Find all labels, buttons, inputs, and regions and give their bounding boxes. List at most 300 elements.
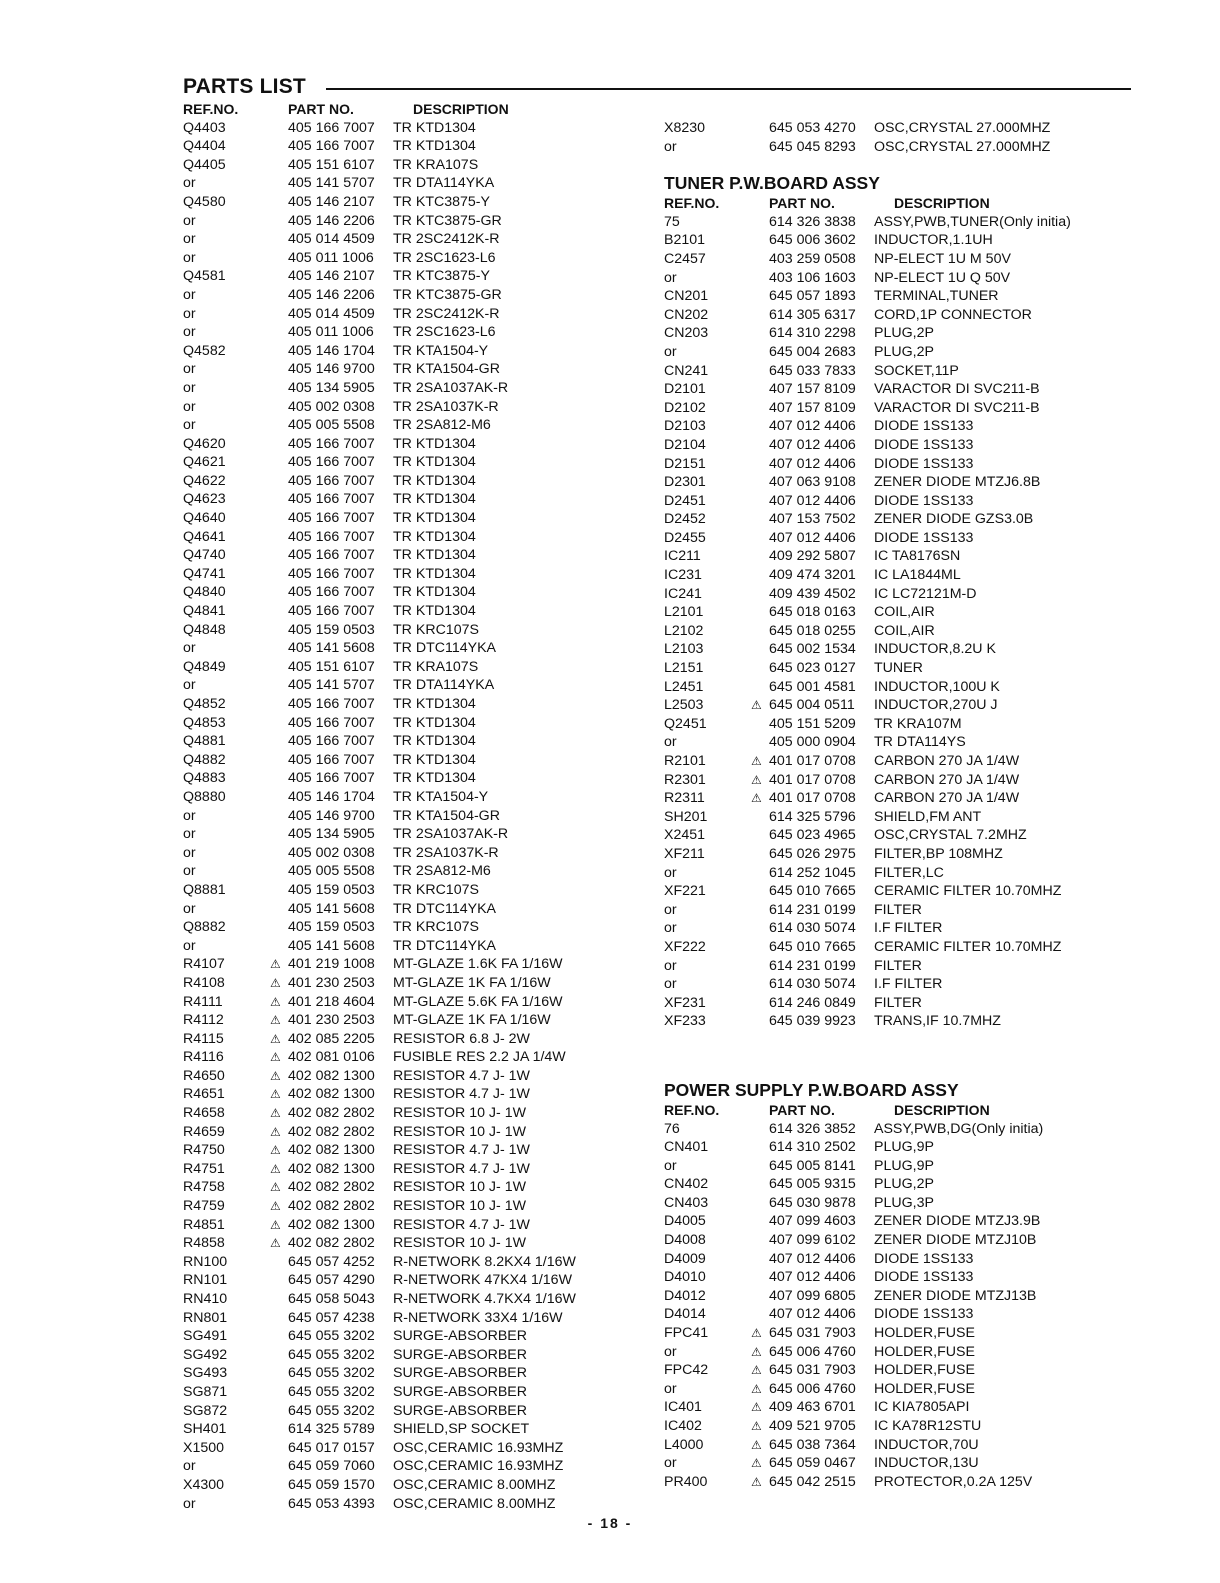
part-no-text: 401 017 0708 bbox=[769, 771, 856, 788]
parts-row bbox=[664, 622, 1104, 641]
ref-no: R4650 bbox=[183, 1067, 225, 1084]
description: INDUCTOR,8.2U K bbox=[874, 641, 996, 658]
parts-row bbox=[183, 918, 623, 937]
ref-no: R4858 bbox=[183, 1235, 225, 1252]
safety-warning-icon: ⚠ bbox=[270, 975, 281, 990]
part-no bbox=[751, 1417, 856, 1436]
part-no-text: 407 099 6805 bbox=[769, 1287, 856, 1304]
ref-no: Q4840 bbox=[183, 584, 226, 601]
part-no-text: 645 033 7833 bbox=[769, 362, 856, 379]
parts-row bbox=[183, 732, 623, 751]
parts-row bbox=[664, 455, 1104, 474]
part-no bbox=[769, 1305, 856, 1324]
description: RESISTOR 10 J- 1W bbox=[393, 1198, 526, 1215]
part-no-text: 402 082 2802 bbox=[288, 1235, 375, 1252]
parts-row bbox=[183, 453, 623, 472]
part-no bbox=[270, 974, 375, 993]
part-no bbox=[288, 807, 375, 826]
parts-row bbox=[183, 1476, 623, 1495]
ref-no: CN203 bbox=[664, 325, 709, 342]
part-no-text: 405 166 7007 bbox=[288, 435, 375, 452]
part-no-text: 405 146 1704 bbox=[288, 342, 375, 359]
parts-row bbox=[183, 1309, 623, 1328]
safety-warning-icon: ⚠ bbox=[270, 957, 281, 972]
safety-warning-icon: ⚠ bbox=[270, 1236, 281, 1251]
part-no bbox=[288, 1364, 375, 1383]
safety-warning-icon: ⚠ bbox=[751, 791, 762, 806]
ref-no: RN801 bbox=[183, 1309, 228, 1326]
part-no bbox=[270, 1030, 375, 1049]
safety-warning-icon: ⚠ bbox=[270, 994, 281, 1009]
part-no-text: 407 157 8109 bbox=[769, 399, 856, 416]
parts-row bbox=[664, 380, 1104, 399]
parts-row bbox=[664, 1380, 1104, 1399]
part-no bbox=[288, 528, 375, 547]
part-no bbox=[769, 864, 856, 883]
part-no bbox=[769, 231, 856, 250]
page-number: - 18 - bbox=[587, 1515, 633, 1531]
ref-no: D2101 bbox=[664, 381, 706, 398]
ref-no: R4658 bbox=[183, 1105, 225, 1122]
ref-no: CN201 bbox=[664, 288, 709, 305]
parts-row bbox=[664, 603, 1104, 622]
part-no bbox=[751, 1343, 856, 1362]
description: HOLDER,FUSE bbox=[874, 1362, 975, 1379]
description: INDUCTOR,13U bbox=[874, 1455, 979, 1472]
description: TR 2SA1037K-R bbox=[393, 398, 499, 415]
parts-row bbox=[183, 398, 623, 417]
description: MT-GLAZE 5.6K FA 1/16W bbox=[393, 993, 563, 1010]
part-no-text: 402 082 2802 bbox=[288, 1123, 375, 1140]
description: PLUG,9P bbox=[874, 1139, 934, 1156]
ref-no: Q4620 bbox=[183, 435, 226, 452]
description: DIODE 1SS133 bbox=[874, 1306, 974, 1323]
part-no bbox=[288, 193, 375, 212]
parts-row bbox=[183, 323, 623, 342]
ref-no: Q4623 bbox=[183, 491, 226, 508]
description-header: DESCRIPTION bbox=[413, 101, 509, 117]
description: ZENER DIODE MTZJ6.8B bbox=[874, 474, 1041, 491]
part-no-text: 405 141 5608 bbox=[288, 937, 375, 954]
description: TR 2SC2412K-R bbox=[393, 231, 500, 248]
ref-no: D2104 bbox=[664, 436, 706, 453]
parts-row bbox=[183, 565, 623, 584]
description: HOLDER,FUSE bbox=[874, 1380, 975, 1397]
ref-no: FPC42 bbox=[664, 1362, 709, 1379]
part-no-text: 614 030 5074 bbox=[769, 976, 856, 993]
ref-no: Q4621 bbox=[183, 454, 226, 471]
part-no bbox=[769, 1120, 856, 1139]
description: DIODE 1SS133 bbox=[874, 1250, 974, 1267]
description: FILTER bbox=[874, 957, 922, 974]
parts-row bbox=[664, 1454, 1104, 1473]
part-no bbox=[288, 435, 375, 454]
description: HOLDER,FUSE bbox=[874, 1343, 975, 1360]
part-no bbox=[769, 119, 856, 138]
safety-warning-icon: ⚠ bbox=[270, 1087, 281, 1102]
parts-row bbox=[664, 957, 1104, 976]
parts-row bbox=[664, 417, 1104, 436]
part-no-text: 645 017 0157 bbox=[288, 1439, 375, 1456]
safety-warning-icon: ⚠ bbox=[270, 1013, 281, 1028]
ref-no: Q4882 bbox=[183, 751, 226, 768]
part-no bbox=[769, 473, 856, 492]
parts-row bbox=[664, 1012, 1104, 1031]
ref-no: R4111 bbox=[183, 993, 223, 1010]
ref-no: D2455 bbox=[664, 529, 706, 546]
ref-no: Q4641 bbox=[183, 528, 226, 545]
part-no bbox=[769, 399, 856, 418]
parts-row bbox=[664, 324, 1104, 343]
part-no bbox=[288, 398, 375, 417]
parts-row bbox=[664, 1343, 1104, 1362]
parts-row bbox=[183, 1495, 623, 1514]
title-rule bbox=[326, 88, 1131, 90]
part-no bbox=[288, 881, 375, 900]
description: RESISTOR 10 J- 1W bbox=[393, 1235, 526, 1252]
part-no-text: 645 053 4270 bbox=[769, 120, 856, 136]
ref-no: D4010 bbox=[664, 1269, 706, 1286]
part-no-text: 614 252 1045 bbox=[769, 864, 856, 881]
part-no-text: 645 010 7665 bbox=[769, 938, 856, 955]
parts-row bbox=[183, 1327, 623, 1346]
part-no bbox=[288, 695, 375, 714]
part-no bbox=[769, 566, 856, 585]
part-no-text: 405 141 5608 bbox=[288, 900, 375, 917]
parts-row bbox=[664, 733, 1104, 752]
ref-no: or bbox=[664, 901, 677, 918]
part-no-text: 405 166 7007 bbox=[288, 584, 375, 601]
description: TR DTA114YS bbox=[874, 734, 966, 751]
ref-no: or bbox=[183, 175, 196, 192]
part-no bbox=[270, 1011, 375, 1030]
parts-row bbox=[664, 529, 1104, 548]
part-no-text: 645 031 7903 bbox=[769, 1362, 856, 1379]
description-header: DESCRIPTION bbox=[894, 1101, 990, 1118]
description: TR DTA114YKA bbox=[393, 677, 495, 694]
part-no bbox=[288, 1271, 375, 1290]
ref-no: Q4881 bbox=[183, 733, 226, 750]
parts-row bbox=[183, 862, 623, 881]
part-no bbox=[288, 174, 375, 193]
part-no bbox=[288, 1346, 375, 1365]
safety-warning-icon: ⚠ bbox=[270, 1050, 281, 1065]
part-no-header: PART NO. bbox=[769, 195, 835, 212]
ref-no: or bbox=[183, 231, 196, 248]
part-no bbox=[769, 826, 856, 845]
ref-no: SG493 bbox=[183, 1365, 228, 1382]
parts-row bbox=[183, 900, 623, 919]
part-no bbox=[751, 696, 855, 715]
part-no-text: 405 159 0503 bbox=[288, 919, 375, 936]
description: TR KTD1304 bbox=[393, 491, 476, 508]
safety-warning-icon: ⚠ bbox=[751, 1456, 762, 1471]
parts-row bbox=[664, 938, 1104, 957]
part-no-text: 645 039 9923 bbox=[769, 1013, 856, 1030]
parts-row bbox=[664, 1138, 1104, 1157]
part-no bbox=[288, 305, 375, 324]
parts-row bbox=[664, 715, 1104, 734]
part-no-text: 645 010 7665 bbox=[769, 883, 856, 900]
description: PLUG,3P bbox=[874, 1194, 934, 1211]
part-no-text: 402 082 1300 bbox=[288, 1067, 375, 1084]
description: IC LA1844ML bbox=[874, 567, 961, 584]
part-no bbox=[288, 1439, 375, 1458]
description: R-NETWORK 33X4 1/16W bbox=[393, 1309, 563, 1326]
part-no-text: 407 012 4406 bbox=[769, 529, 856, 546]
part-no-text: 402 085 2205 bbox=[288, 1030, 375, 1047]
ref-no: or bbox=[183, 844, 196, 861]
ref-no: or bbox=[183, 286, 196, 303]
part-no bbox=[288, 676, 375, 695]
parts-row bbox=[183, 286, 623, 305]
description: SHIELD,FM ANT bbox=[874, 808, 982, 825]
part-no-text: 409 292 5807 bbox=[769, 548, 856, 565]
ref-no: RN101 bbox=[183, 1272, 228, 1289]
parts-row bbox=[183, 955, 623, 974]
part-no bbox=[769, 287, 856, 306]
part-no bbox=[769, 845, 856, 864]
description: I.F FILTER bbox=[874, 976, 943, 993]
part-no-text: 405 166 7007 bbox=[288, 138, 375, 155]
part-no-text: 645 002 1534 bbox=[769, 641, 856, 658]
description: FUSIBLE RES 2.2 JA 1/4W bbox=[393, 1049, 566, 1066]
part-no-text: 402 082 2802 bbox=[288, 1179, 375, 1196]
description: TR DTA114YKA bbox=[393, 175, 495, 192]
description: TR 2SA812-M6 bbox=[393, 863, 491, 880]
part-no bbox=[751, 1380, 856, 1399]
description: PLUG,9P bbox=[874, 1157, 934, 1174]
part-no-text: 403 106 1603 bbox=[769, 269, 856, 286]
part-no-text: 405 151 5209 bbox=[769, 715, 856, 732]
description: TR 2SC2412K-R bbox=[393, 305, 500, 322]
ref-no: R4115 bbox=[183, 1030, 224, 1047]
ref-no: or bbox=[183, 640, 196, 657]
part-no-text: 645 018 0255 bbox=[769, 622, 856, 639]
description: CARBON 270 JA 1/4W bbox=[874, 790, 1020, 807]
parts-row bbox=[664, 975, 1104, 994]
parts-row bbox=[664, 864, 1104, 883]
description: VARACTOR DI SVC211-B bbox=[874, 399, 1040, 416]
ref-no: or bbox=[664, 1157, 677, 1174]
part-no-text: 407 012 4406 bbox=[769, 455, 856, 472]
part-no-text: 405 166 7007 bbox=[288, 491, 375, 508]
part-no-text: 645 006 4760 bbox=[769, 1343, 856, 1360]
parts-row bbox=[664, 882, 1104, 901]
ref-no: Q8881 bbox=[183, 881, 226, 898]
part-no-text: 405 166 7007 bbox=[288, 603, 375, 620]
ref-no: 76 bbox=[664, 1120, 680, 1137]
parts-row bbox=[664, 678, 1104, 697]
parts-row bbox=[664, 1436, 1104, 1455]
parts-row bbox=[664, 213, 1104, 232]
part-no bbox=[769, 250, 856, 269]
description: DIODE 1SS133 bbox=[874, 529, 974, 546]
description: TR KTA1504-Y bbox=[393, 788, 489, 805]
parts-row bbox=[183, 435, 623, 454]
ref-no: Q8882 bbox=[183, 919, 226, 936]
description: TR 2SA1037AK-R bbox=[393, 826, 509, 843]
safety-warning-icon: ⚠ bbox=[751, 1344, 762, 1359]
part-no-text: 407 099 6102 bbox=[769, 1232, 856, 1249]
description: TR 2SC1623-L6 bbox=[393, 249, 496, 266]
part-no-text: 405 011 1006 bbox=[288, 249, 374, 266]
description: TR KTD1304 bbox=[393, 603, 476, 620]
safety-warning-icon: ⚠ bbox=[751, 1363, 762, 1378]
ref-no-header: REF.NO. bbox=[183, 101, 239, 117]
description: INDUCTOR,270U J bbox=[874, 697, 998, 714]
part-no bbox=[270, 1234, 375, 1253]
part-no-text: 407 012 4406 bbox=[769, 1250, 856, 1267]
parts-row bbox=[183, 1123, 623, 1142]
part-no bbox=[288, 286, 375, 305]
part-no-text: 409 463 6701 bbox=[769, 1399, 856, 1416]
part-no bbox=[769, 1212, 856, 1231]
description: RESISTOR 4.7 J- 1W bbox=[393, 1142, 530, 1159]
ref-no: L2102 bbox=[664, 622, 704, 639]
ref-no: or bbox=[664, 269, 677, 286]
description: TR KTD1304 bbox=[393, 584, 476, 601]
part-no-text: 645 057 4238 bbox=[288, 1309, 375, 1326]
part-no bbox=[288, 137, 375, 156]
part-no bbox=[751, 771, 856, 790]
parts-row bbox=[183, 807, 623, 826]
part-no bbox=[288, 119, 375, 138]
part-no bbox=[288, 1309, 375, 1328]
part-no-text: 645 059 0467 bbox=[769, 1455, 856, 1472]
ref-no: CN202 bbox=[664, 306, 709, 323]
part-no-text: 405 166 7007 bbox=[288, 770, 375, 787]
part-no-text: 645 057 1893 bbox=[769, 288, 856, 305]
safety-warning-icon: ⚠ bbox=[270, 1161, 281, 1176]
description: TR KTD1304 bbox=[393, 528, 476, 545]
part-no bbox=[288, 490, 375, 509]
part-no bbox=[769, 1175, 856, 1194]
part-no-text: 614 305 6317 bbox=[769, 306, 856, 323]
part-no bbox=[288, 342, 375, 361]
part-no bbox=[288, 230, 375, 249]
ref-no: or bbox=[183, 305, 196, 322]
description: SURGE-ABSORBER bbox=[393, 1328, 528, 1345]
description: R-NETWORK 8.2KX4 1/16W bbox=[393, 1253, 576, 1270]
part-no bbox=[769, 492, 856, 511]
description: SURGE-ABSORBER bbox=[393, 1402, 528, 1419]
parts-row bbox=[183, 1383, 623, 1402]
ref-no: IC241 bbox=[664, 585, 702, 602]
parts-row bbox=[183, 583, 623, 602]
parts-row bbox=[183, 676, 623, 695]
part-no bbox=[288, 453, 375, 472]
description: MT-GLAZE 1K FA 1/16W bbox=[393, 974, 551, 991]
parts-row bbox=[183, 546, 623, 565]
part-no-text: 645 018 0163 bbox=[769, 604, 856, 621]
ref-no: Q4582 bbox=[183, 342, 226, 359]
part-no-header: PART NO. bbox=[769, 1101, 835, 1118]
ref-no: D2301 bbox=[664, 474, 706, 491]
parts-row bbox=[183, 881, 623, 900]
part-no bbox=[769, 1250, 856, 1269]
part-no bbox=[769, 882, 856, 901]
part-no bbox=[288, 1495, 375, 1514]
ref-no: L2451 bbox=[664, 678, 704, 695]
part-no-text: 645 001 4581 bbox=[769, 678, 856, 695]
part-no bbox=[769, 585, 856, 604]
part-no-text: 407 012 4406 bbox=[769, 492, 856, 509]
description: TR KTC3875-GR bbox=[393, 212, 502, 229]
part-no bbox=[288, 1327, 375, 1346]
safety-warning-icon: ⚠ bbox=[751, 754, 762, 768]
ref-no: XF222 bbox=[664, 938, 706, 955]
part-no-text: 645 055 3202 bbox=[288, 1383, 375, 1400]
description: VARACTOR DI SVC211-B bbox=[874, 381, 1040, 398]
parts-row bbox=[183, 137, 623, 156]
part-no-text: 405 146 2206 bbox=[288, 212, 375, 229]
ref-no: D2151 bbox=[664, 455, 706, 472]
part-no bbox=[769, 622, 856, 641]
description: OSC,CERAMIC 8.00MHZ bbox=[393, 1476, 556, 1493]
part-no-text: 614 246 0849 bbox=[769, 994, 856, 1011]
ref-no: or bbox=[664, 957, 677, 974]
description: TR DTC114YKA bbox=[393, 937, 497, 954]
ref-no: Q4404 bbox=[183, 138, 226, 155]
parts-row bbox=[664, 752, 1104, 771]
part-no-text: 405 159 0503 bbox=[288, 621, 375, 638]
part-no-text: 645 004 0511 bbox=[769, 697, 855, 714]
ref-no: or bbox=[183, 361, 196, 378]
ref-no: L2151 bbox=[664, 660, 704, 677]
ref-no: R2101 bbox=[664, 753, 706, 769]
description: OSC,CRYSTAL 7.2MHZ bbox=[874, 827, 1027, 844]
part-no-text: 407 012 4406 bbox=[769, 418, 856, 435]
parts-row bbox=[183, 1420, 623, 1439]
ref-no: RN410 bbox=[183, 1291, 228, 1307]
part-no-text: 645 055 3202 bbox=[288, 1346, 375, 1363]
part-no bbox=[288, 825, 375, 844]
safety-warning-icon: ⚠ bbox=[751, 1326, 762, 1341]
parts-row bbox=[183, 602, 623, 621]
part-no bbox=[769, 306, 856, 325]
ref-no: or bbox=[664, 976, 677, 993]
part-no bbox=[288, 844, 375, 863]
part-no-text: 645 023 0127 bbox=[769, 660, 856, 677]
parts-row bbox=[183, 825, 623, 844]
description: TR KRA107M bbox=[874, 715, 962, 732]
part-no bbox=[769, 343, 856, 362]
parts-row bbox=[664, 1268, 1104, 1287]
description: R-NETWORK 4.7KX4 1/16W bbox=[393, 1291, 576, 1307]
part-no-text: 645 023 4965 bbox=[769, 827, 856, 844]
description: RESISTOR 4.7 J- 1W bbox=[393, 1067, 530, 1084]
part-no bbox=[270, 1216, 375, 1235]
parts-row bbox=[664, 138, 1104, 157]
description: RESISTOR 10 J- 1W bbox=[393, 1179, 526, 1196]
description: OSC,CERAMIC 16.93MHZ bbox=[393, 1439, 564, 1456]
ref-no: SH201 bbox=[664, 808, 708, 825]
parts-row bbox=[664, 771, 1104, 790]
part-no bbox=[270, 993, 375, 1012]
part-no bbox=[288, 212, 375, 231]
part-no-text: 405 141 5707 bbox=[288, 175, 375, 192]
ref-no: XF211 bbox=[664, 845, 705, 862]
part-no bbox=[751, 1324, 856, 1343]
parts-row bbox=[183, 1253, 623, 1272]
ref-no: L4000 bbox=[664, 1436, 704, 1453]
ref-no: R4758 bbox=[183, 1179, 225, 1196]
part-no bbox=[769, 808, 856, 827]
part-no-header: PART NO. bbox=[288, 101, 354, 117]
description: INDUCTOR,100U K bbox=[874, 678, 1000, 695]
ref-no: XF233 bbox=[664, 1013, 706, 1030]
